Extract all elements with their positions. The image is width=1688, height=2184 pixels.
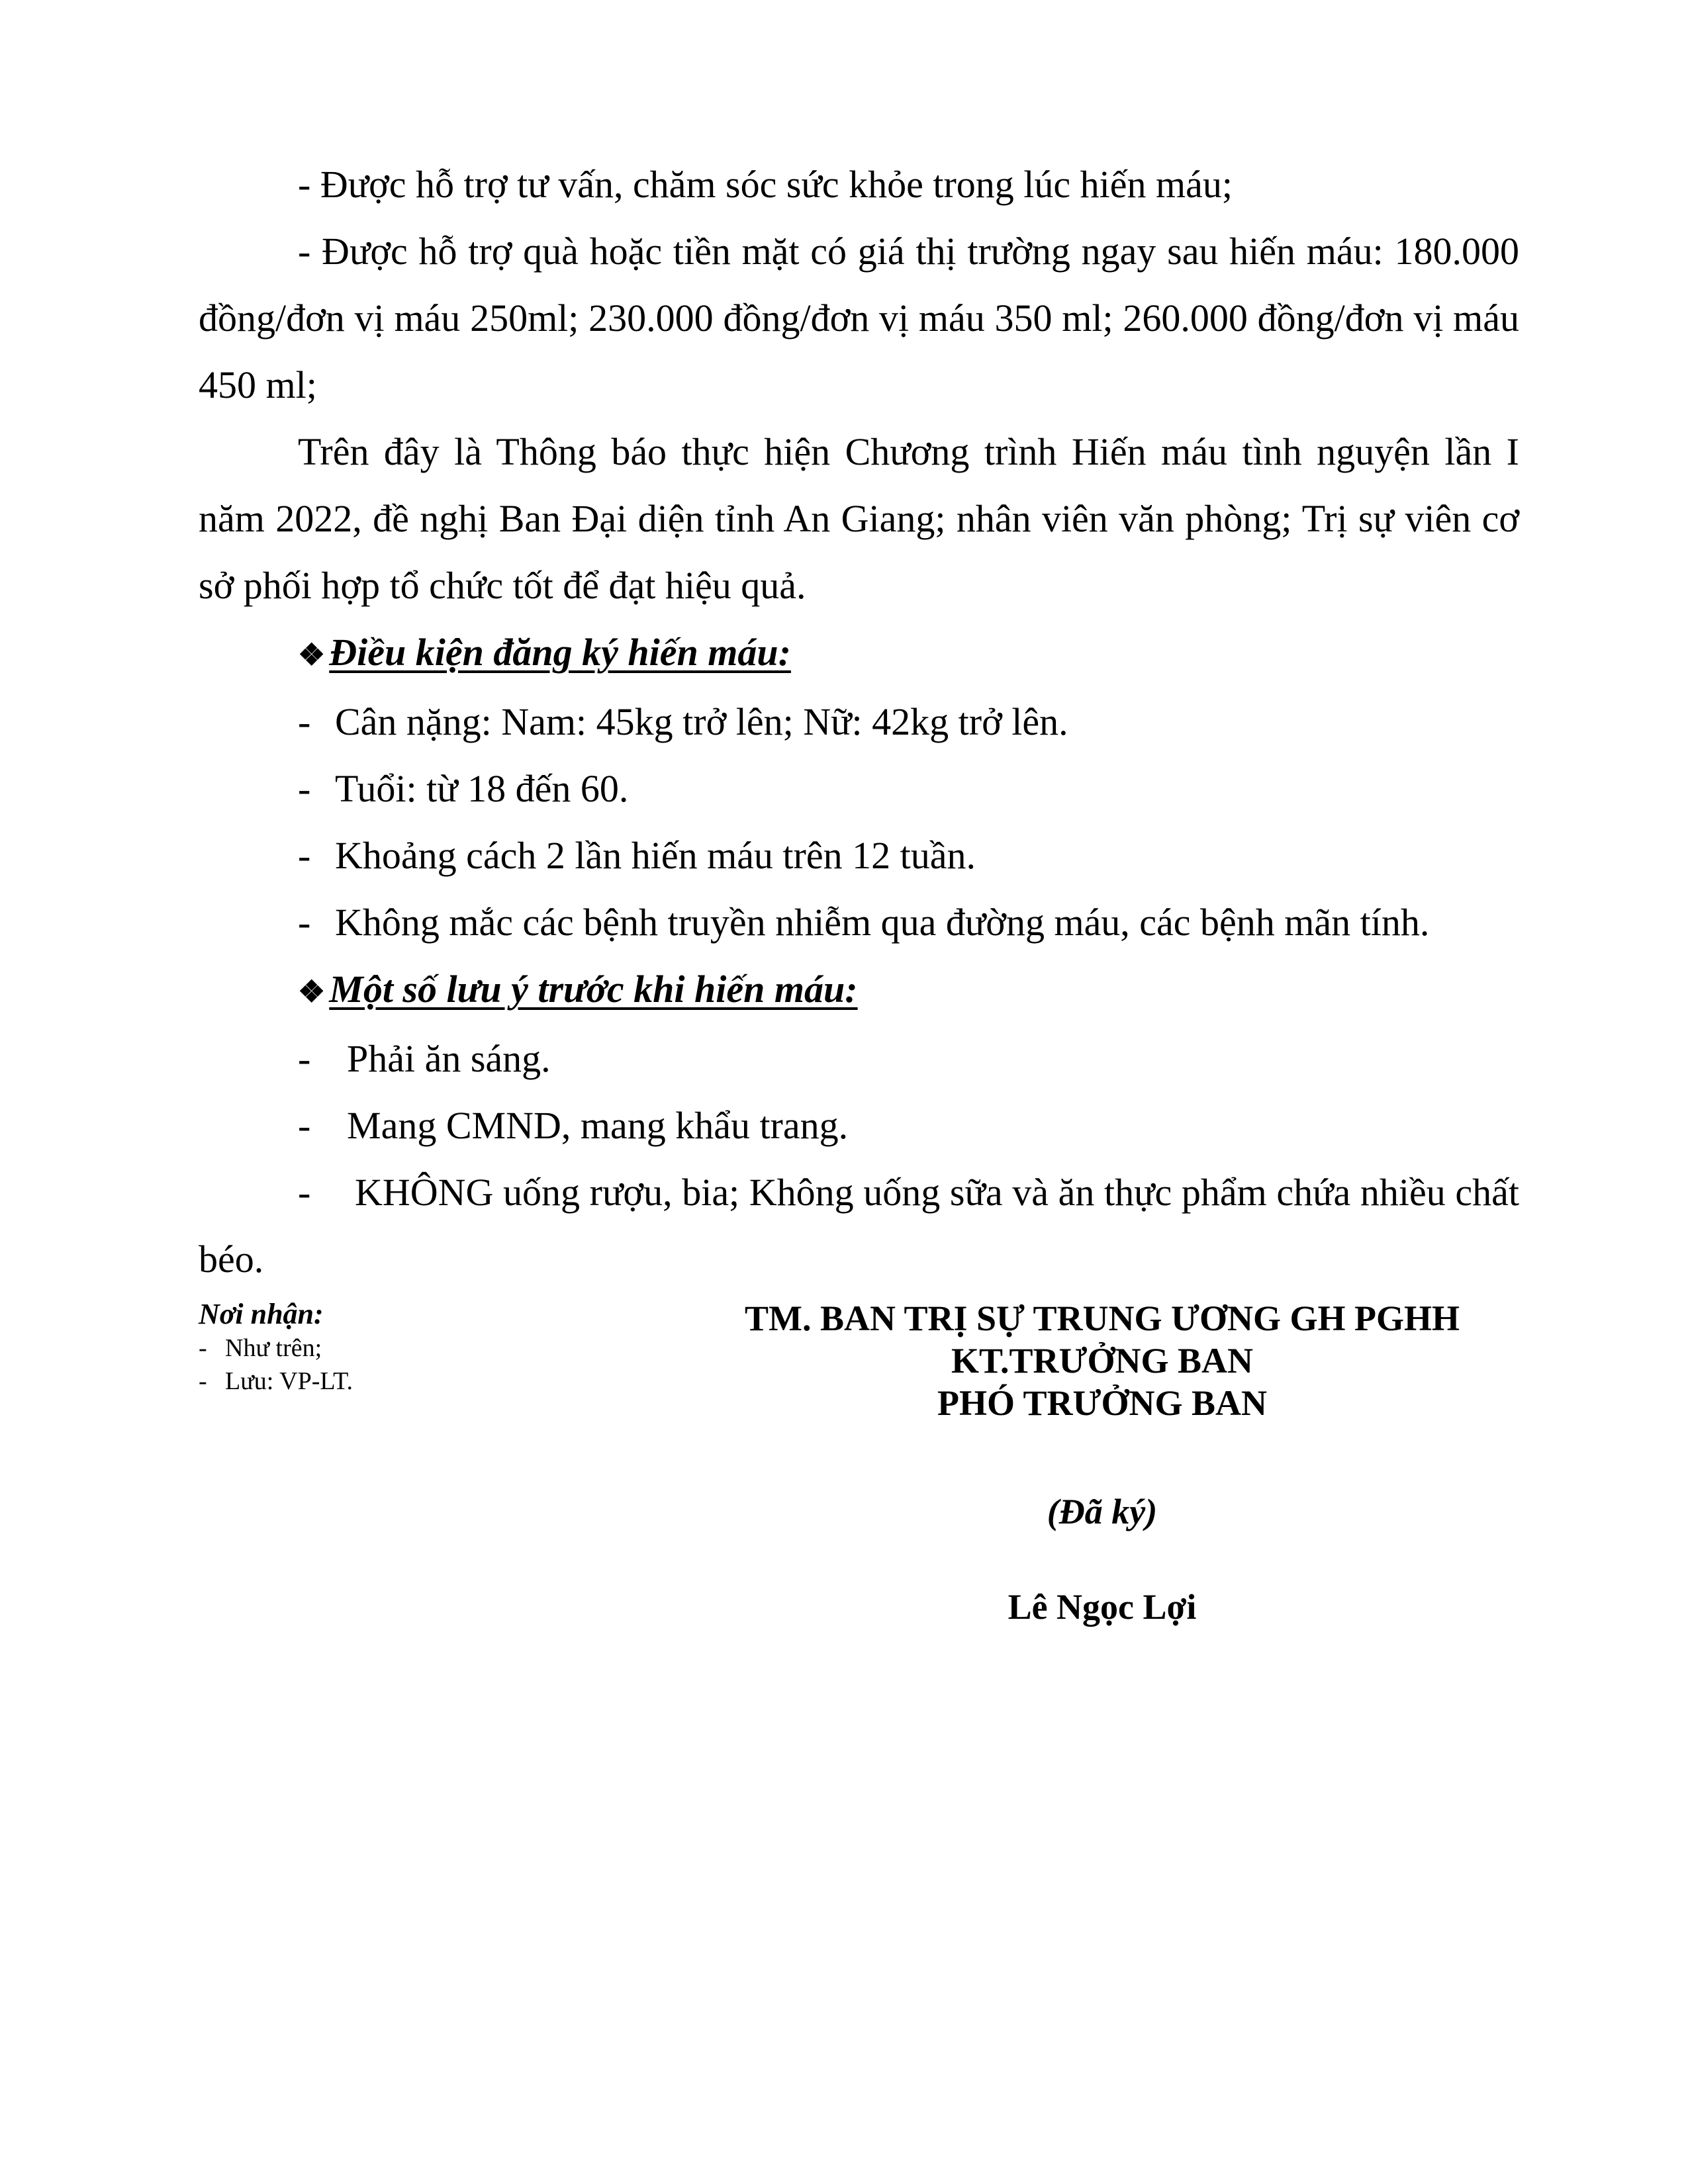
- signature-block: [662, 1297, 1542, 1628]
- recipients-block: [199, 1297, 662, 1398]
- recipient-item: [199, 1365, 662, 1398]
- recipient-text: Lưu: VP-LT.: [225, 1367, 353, 1395]
- conditions-heading: [199, 619, 1519, 688]
- note-text: Phải ăn sáng.: [347, 1037, 551, 1080]
- condition-item-weight: [199, 688, 1519, 755]
- recipient-text: Như trên;: [225, 1334, 322, 1362]
- notes-heading-text: Một số lưu ý trước khi hiến máu:: [329, 968, 858, 1011]
- condition-item-age: [199, 755, 1519, 822]
- note-text: Mang CMND, mang khẩu trang.: [347, 1104, 849, 1147]
- recipient-item: [199, 1332, 662, 1365]
- condition-text: Tuổi: từ 18 đến 60.: [335, 767, 629, 810]
- note-item-no-alcohol: [199, 1159, 1519, 1293]
- condition-item-disease: [199, 889, 1519, 956]
- note-text: KHÔNG uống rượu, bia; Không uống sữa và ăn thực phẩm chứa nhiều chất béo.: [199, 1171, 1519, 1281]
- recipients-title: Nơi nhận:: [199, 1298, 324, 1330]
- closing-paragraph: Trên đây là Thông báo thực hiện Chương trình Hiến máu tình nguyện lần I năm 2022, đề nghị Ban Đại diện tỉnh An Giang; nhân viên văn phòng; Trị sự viên cơ sở phối hợp tổ chức tốt để đạt hiệu quả.: [199, 430, 1519, 607]
- signature-position-line: PHÓ TRƯỞNG BAN: [937, 1383, 1268, 1423]
- benefit-paragraph-2: - Được hỗ trợ quà hoặc tiền mặt có giá thị trường ngay sau hiến máu: 180.000 đồng/đơn vị máu 250ml; 230.000 đồng/đơn vị máu 350 ml; 260.000 đồng/đơn vị máu 450 ml;: [199, 230, 1519, 406]
- diamond-bullet-icon: ❖: [298, 975, 326, 1009]
- list-dash: -: [298, 700, 311, 743]
- list-dash: -: [298, 834, 311, 877]
- document-body: [199, 151, 1519, 1293]
- note-item-breakfast: [199, 1025, 1519, 1092]
- list-dash: -: [298, 1171, 311, 1214]
- list-dash: -: [298, 767, 311, 810]
- list-dash: -: [298, 1104, 311, 1147]
- condition-item-interval: [199, 822, 1519, 889]
- note-item-id-mask: [199, 1092, 1519, 1159]
- signature-role-line: KT.TRƯỞNG BAN: [951, 1341, 1254, 1381]
- list-dash: -: [199, 1334, 207, 1362]
- benefit-paragraph-1: - Được hỗ trợ tư vấn, chăm sóc sức khỏe trong lúc hiến máu;: [298, 163, 1233, 206]
- signed-note: (Đã ký): [1047, 1492, 1158, 1531]
- condition-text: Cân nặng: Nam: 45kg trở lên; Nữ: 42kg trở lên.: [335, 700, 1068, 743]
- condition-text: Khoảng cách 2 lần hiến máu trên 12 tuần.: [335, 834, 976, 877]
- signature-org-line: TM. BAN TRỊ SỰ TRUNG ƯƠNG GH PGHH: [744, 1298, 1460, 1338]
- notes-heading: [199, 956, 1519, 1025]
- list-dash: -: [298, 1037, 311, 1080]
- list-dash: -: [298, 901, 311, 944]
- diamond-bullet-icon: ❖: [298, 638, 326, 672]
- condition-text: Không mắc các bệnh truyền nhiễm qua đường máu, các bệnh mãn tính.: [335, 901, 1430, 944]
- conditions-heading-text: Điều kiện đăng ký hiến máu:: [329, 631, 791, 674]
- list-dash: -: [199, 1367, 207, 1395]
- signer-name: Lê Ngọc Lợi: [1008, 1587, 1197, 1627]
